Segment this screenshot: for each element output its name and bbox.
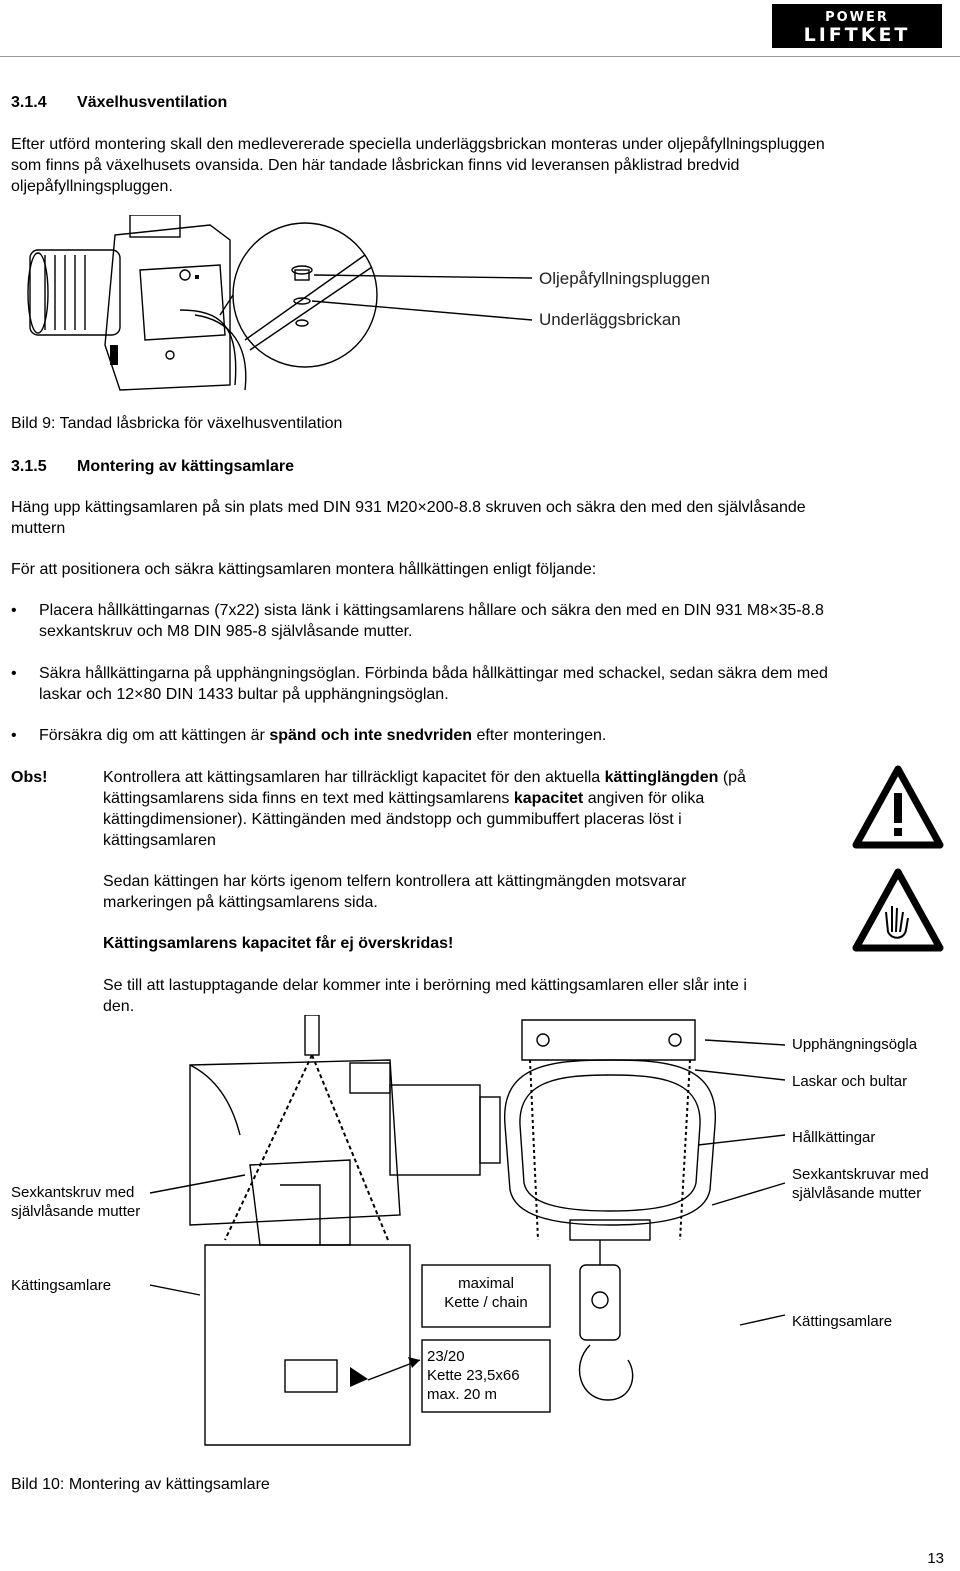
bullet-line: • Säkra hållkättingarna på upphängningsöglan. Förbinda båda hållkättingar med schackel, sedan säkra dem med — [39, 665, 828, 682]
label-chain-collector-left: Kättingsamlare — [11, 1277, 112, 1294]
obs-text: (på — [718, 769, 746, 786]
label-hex-bolt — [11, 1183, 140, 1221]
obs-label: Obs! — [11, 769, 48, 786]
box-capacity — [427, 1347, 520, 1404]
bullet-text: efter monteringen. — [472, 727, 607, 744]
section-title: Montering av kättingsamlare — [77, 458, 294, 475]
section-315-para1 — [11, 497, 806, 539]
bullet-line: laskar och 12×80 DIN 1433 bultar på upphängningsöglan. — [39, 686, 449, 703]
warning-hand-icon — [852, 868, 944, 952]
obs-para1 — [103, 767, 746, 851]
obs-bold: kapacitet — [513, 790, 584, 807]
obs-para4 — [103, 975, 747, 1017]
header-rule — [0, 56, 960, 57]
box-line: max. 20 m — [427, 1386, 498, 1403]
obs-text: kättingsamlarens sida finns en text med kättingsamlarens — [103, 790, 514, 807]
figure10-caption: Bild 10: Montering av kättingsamlare — [11, 1476, 270, 1493]
logo-line2: LIFTKET — [803, 24, 911, 46]
label-suspension-eye: Upphängningsögla — [792, 1036, 918, 1053]
obs-text: Se till att lastupptagande delar kommer inte i berörning med kättingsamlaren eller slår inte i — [103, 977, 747, 994]
bullet-item-1 — [39, 600, 824, 642]
label-chain-collector-right: Kättingsamlare — [792, 1313, 893, 1330]
obs-text: kättingdimensioner). Kättingänden med ändstopp och gummibuffert placeras löst i — [103, 811, 682, 828]
bullet-bold: spänd och inte snedvriden — [269, 727, 473, 744]
section-title: Växelhusventilation — [77, 94, 228, 111]
obs-text: den. — [103, 998, 135, 1015]
bullet-line: • Placera hållkättingarnas (7x22) sista länk i kättingsamlarens hållare och säkra den med en DIN 931 M8×35-8.8 — [39, 602, 824, 619]
bullet-item-2 — [39, 663, 828, 705]
box-line: Kette 23,5x66 — [427, 1367, 520, 1384]
box-line: 23/20 — [427, 1348, 465, 1365]
body-line: som finns på växelhusets ovansida. Den här tandade låsbrickan finns vid leveransen påklistrad bredvid — [11, 157, 740, 174]
label-oil-fill-plug: Oljepåfyllningspluggen — [539, 269, 711, 288]
body-line: Häng upp kättingsamlaren på sin plats med DIN 931 M20×200-8.8 skruven och säkra den med den självlåsande — [11, 499, 806, 516]
body-line: muttern — [11, 520, 66, 537]
label-line: Sexkantskruv med — [11, 1184, 135, 1201]
power-liftket-logo — [772, 4, 942, 48]
obs-text: Kontrollera att kättingsamlaren har tillräckligt kapacitet för den aktuella — [103, 769, 605, 786]
obs-text: kättingsamlaren — [103, 832, 216, 849]
section-315-heading — [11, 456, 294, 477]
obs-para2 — [103, 871, 686, 913]
label-straps-and-bolts: Laskar och bultar — [792, 1073, 908, 1090]
page-number: 13 — [927, 1550, 944, 1567]
logo-line1: POWER — [825, 10, 889, 25]
section-number: 3.1.4 — [11, 94, 47, 111]
box-line: maximal — [458, 1275, 514, 1292]
label-hex-bolts — [792, 1165, 929, 1203]
section-314-body — [11, 134, 825, 197]
label-line: självlåsande mutter — [792, 1185, 922, 1202]
bullet-text: Försäkra dig om att kättingen är — [39, 727, 270, 744]
obs-bold: kättinglängden — [604, 769, 719, 786]
obs-para3: Kättingsamlarens kapacitet får ej överskridas! — [103, 935, 454, 952]
box-max-chain — [422, 1274, 550, 1312]
bullet-item-3 — [39, 725, 606, 746]
body-line: Efter utförd montering skall den medlevererade speciella underläggsbrickan monteras under oljepåfyllningspluggen — [11, 136, 825, 153]
figure9-gearbox-drawing — [20, 215, 540, 395]
label-washer: Underläggsbrickan — [539, 310, 681, 329]
figure9-caption: Bild 9: Tandad låsbricka för växelhusventilation — [11, 415, 343, 432]
bullet-line: sexkantskruv och M8 DIN 985-8 självlåsande mutter. — [39, 623, 413, 640]
obs-text: Sedan kättingen har körts igenom telfern kontrollera att kättingmängden motsvarar — [103, 873, 687, 890]
body-line: oljepåfyllningspluggen. — [11, 178, 173, 195]
section-315-para2: För att positionera och säkra kättingsamlaren montera hållkättingen enligt följande: — [11, 561, 597, 578]
warning-exclamation-icon — [852, 765, 944, 849]
label-holding-chains: Hållkättingar — [792, 1129, 876, 1146]
section-number: 3.1.5 — [11, 458, 47, 475]
box-line: Kette / chain — [444, 1294, 528, 1311]
label-line: Sexkantskruvar med — [792, 1166, 929, 1183]
obs-text: markeringen på kättingsamlarens sida. — [103, 894, 378, 911]
obs-text: angiven för olika — [583, 790, 705, 807]
section-314-heading — [11, 92, 227, 113]
label-line: självlåsande mutter — [11, 1203, 141, 1220]
